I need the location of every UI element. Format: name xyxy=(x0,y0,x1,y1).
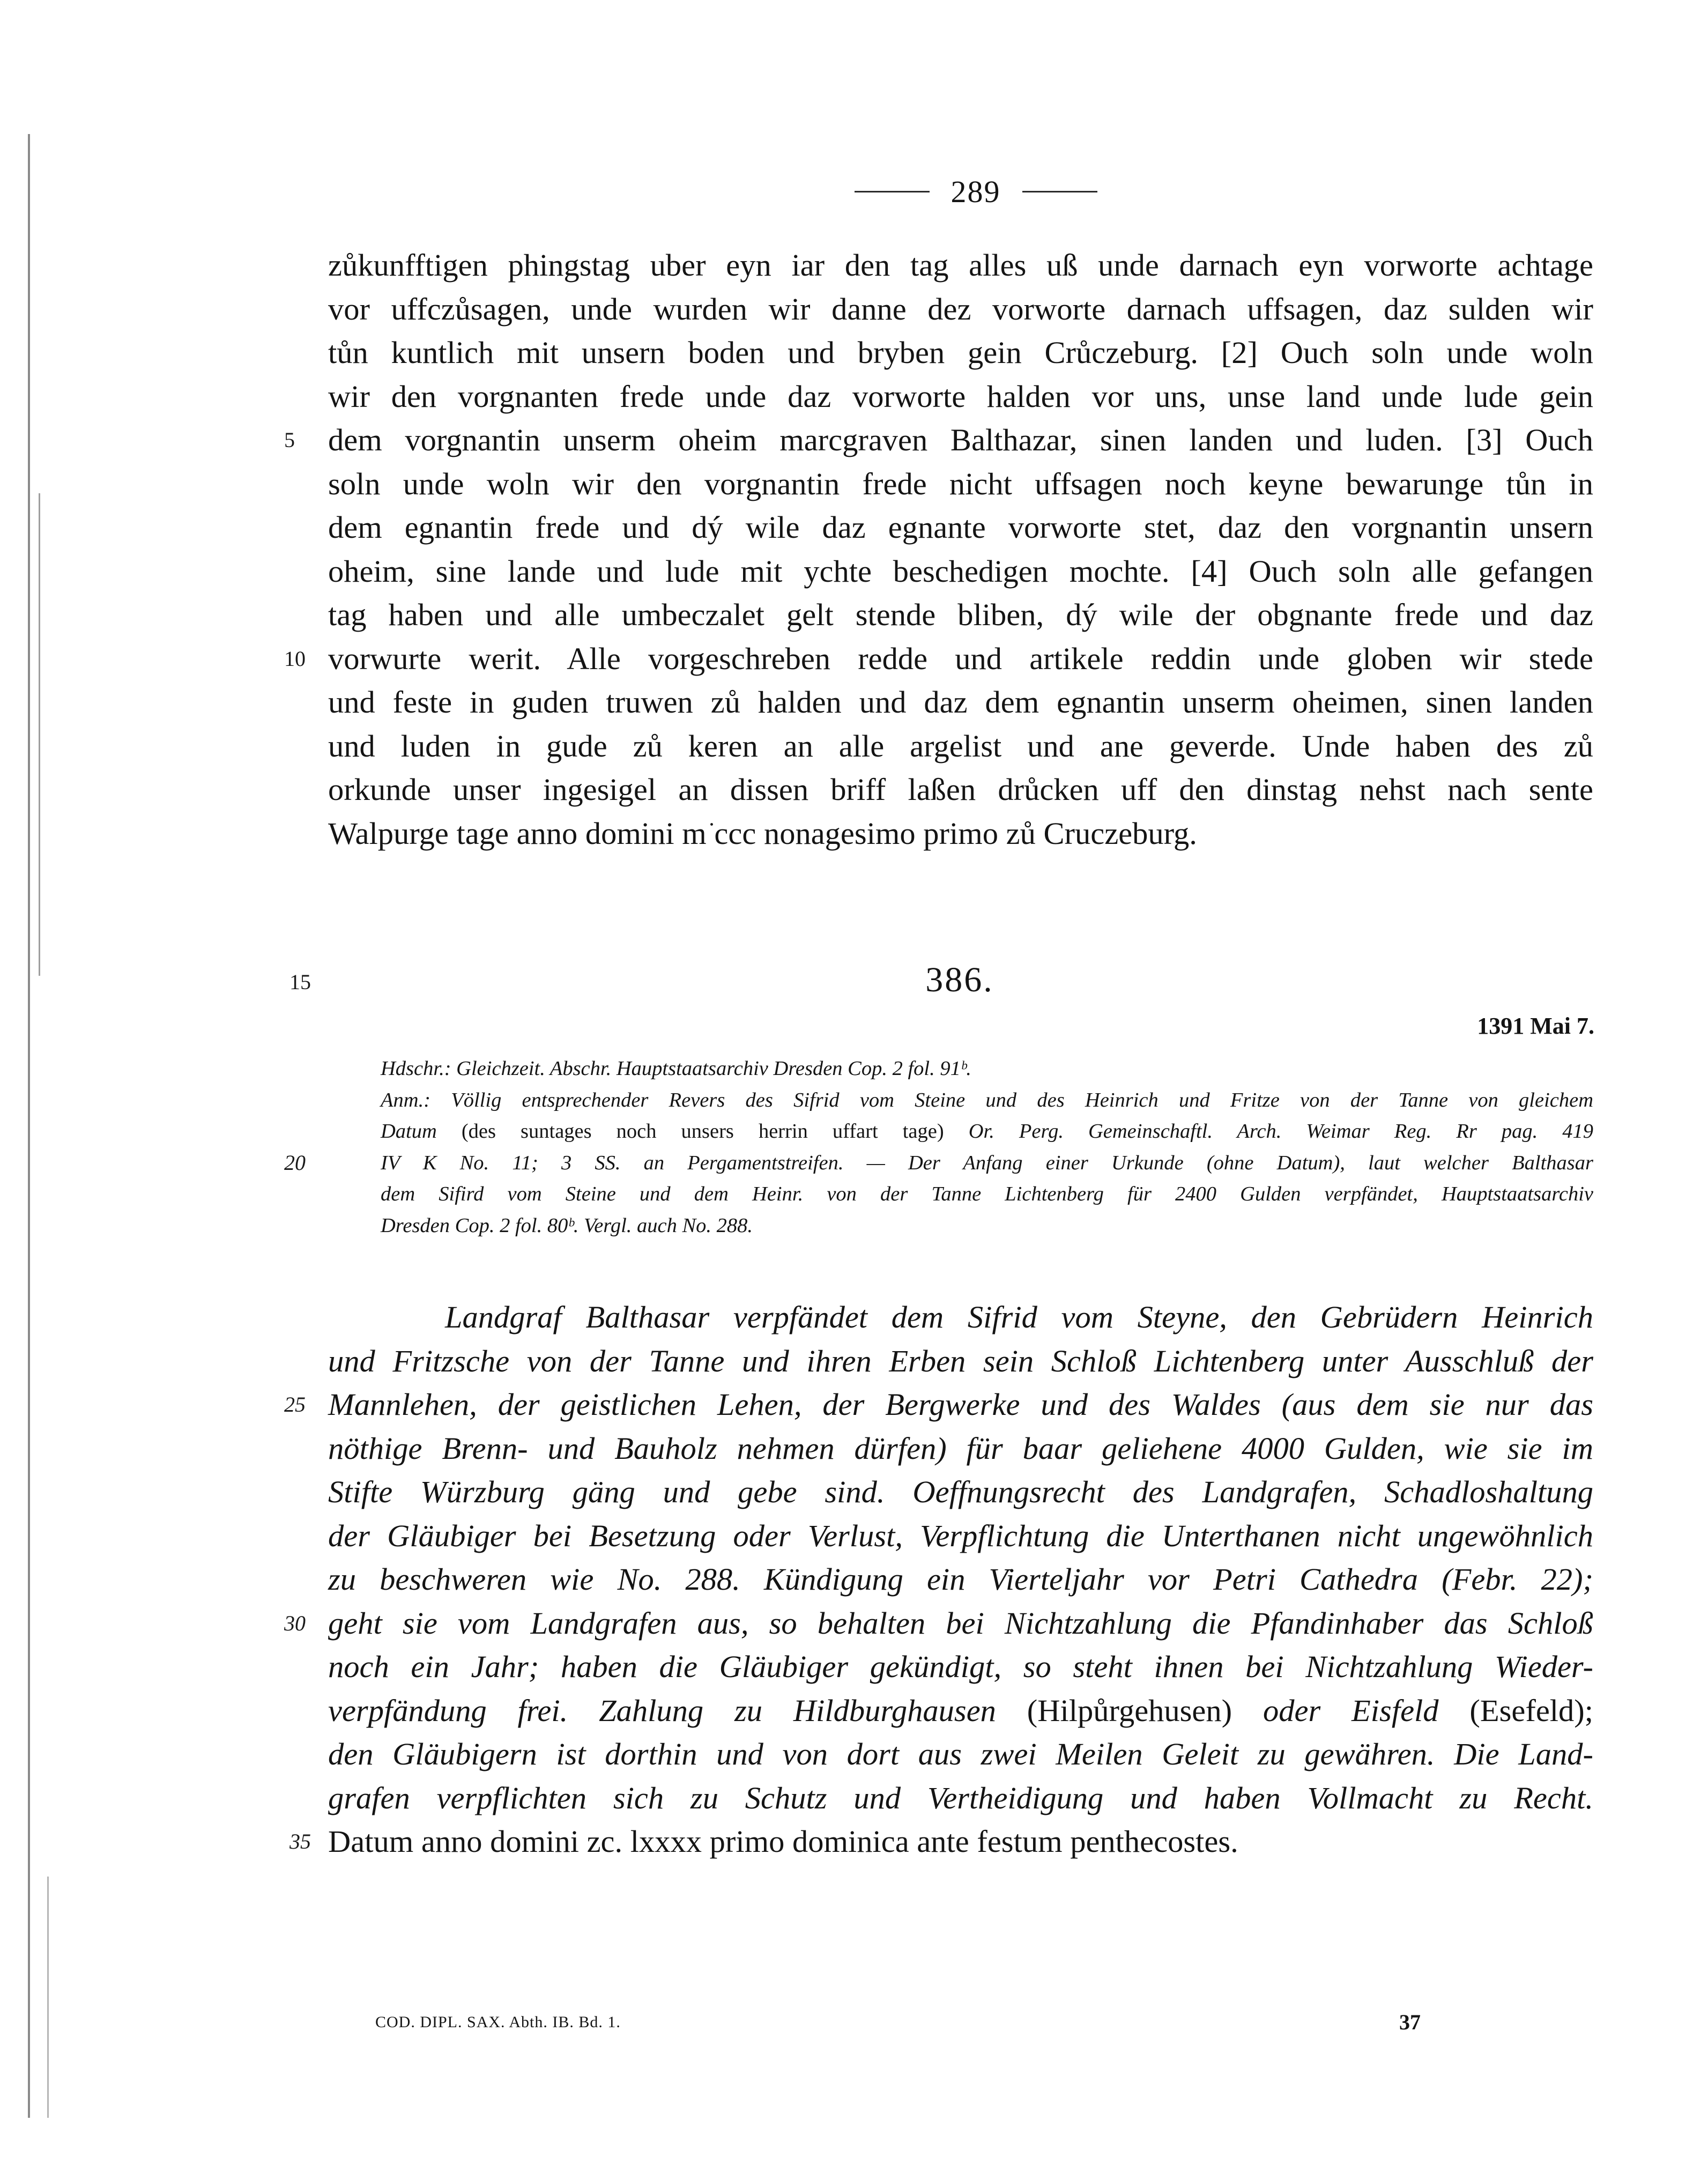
main_text-line xyxy=(328,812,1593,855)
document-date: 1391 Mai 7. xyxy=(1477,1013,1594,1039)
regest-line xyxy=(328,1514,1593,1558)
regest-line-text: Stifte Würzburg gäng und gebe sind. Oeffnungsrecht des Landgrafen, Schadloshaltung xyxy=(328,1474,1593,1509)
main_text-line xyxy=(328,550,1593,593)
main_text-line-text: zůkunfftigen phingstag uber eyn iar den tag alles uß unde darnach eyn vorworte achtage xyxy=(328,248,1593,283)
notes-line xyxy=(381,1116,1593,1147)
main_text-line-text: orkunde unser ingesigel an dissen briff laßen drůcken uff den dinstag nehst nach sente xyxy=(328,772,1593,807)
notes-line xyxy=(381,1053,1593,1084)
line-number: 20 xyxy=(284,1150,306,1175)
regest-line-text: Mannlehen, der geistlichen Lehen, der Bergwerke und des Waldes (aus dem sie nur das xyxy=(328,1387,1593,1422)
regest-line-text: grafen verpflichten sich zu Schutz und Vertheidigung und haben Vollmacht zu Recht. xyxy=(328,1780,1593,1815)
regest-line-text: zu beschweren wie No. 288. Kündigung ein Vierteljahr vor Petri Cathedra (Febr. 22); xyxy=(328,1562,1593,1597)
regest-line-text: Landgraf Balthasar verpfändet dem Sifrid vom Steyne, den Gebrüdern Heinrich xyxy=(445,1300,1593,1334)
main_text-line xyxy=(328,725,1593,768)
regest-line-text: noch ein Jahr; haben die Gläubiger gekündigt, so steht ihnen bei Nichtzahlung Wieder- xyxy=(328,1649,1593,1684)
notes-line-text: Hdschr.: Gleichzeit. Abschr. Hauptstaatsarchiv Dresden Cop. 2 fol. 91ᵇ. xyxy=(381,1057,971,1080)
scan-margin-rule xyxy=(39,493,40,976)
regest-line-mid: oder Eisfeld xyxy=(1263,1693,1439,1728)
footer-signature: COD. DIPL. SAX. Abth. IB. Bd. 1. xyxy=(375,2013,621,2031)
regest-line-text: nöthige Brenn- und Bauholz nehmen dürfen) für baar geliehene 4000 Gulden, wie sie im xyxy=(328,1430,1593,1466)
header-rule-left xyxy=(855,191,930,192)
regest-line xyxy=(328,1732,1593,1776)
document-number: 386. xyxy=(925,960,994,999)
footer-sheet-number: 37 xyxy=(1399,2010,1421,2034)
regest-line xyxy=(328,1470,1593,1514)
line-number: 35 xyxy=(289,1829,311,1853)
header-rule-right xyxy=(1022,191,1097,192)
main_text-line-text: vor uffczůsagen, unde wurden wir danne dez vorworte darnach uffsagen, daz sulden wir xyxy=(328,291,1593,327)
main_text-line xyxy=(328,375,1593,418)
notes-line-text: Datum xyxy=(381,1120,437,1143)
notes-line xyxy=(381,1210,1593,1241)
regest-line-text: verpfändung frei. Zahlung zu Hildburghausen xyxy=(328,1693,996,1728)
notes-line-text: Anm.: Völlig entsprechender Revers des Sifrid vom Steine und des Heinrich und Fritze von der Tanne von gleichem xyxy=(381,1088,1593,1111)
regest-line xyxy=(284,1601,1593,1645)
page-number: 289 xyxy=(950,174,1001,209)
main_text-line-text: und luden in gude zů keren an alle argelist und ane geverde. Unde haben des zů xyxy=(328,728,1593,763)
line-number: 15 xyxy=(289,970,311,994)
main_text-line-text: tůn kuntlich mit unsern boden und bryben gein Crůczeburg. [2] Ouch soln unde woln xyxy=(328,335,1593,370)
notes-line xyxy=(381,1178,1593,1210)
regest-line xyxy=(328,1339,1593,1383)
regest-line-upright: (Hilpůrgehusen) xyxy=(1027,1693,1232,1728)
main_text-line xyxy=(328,681,1593,724)
main_text-line xyxy=(328,768,1593,811)
main_text-line xyxy=(328,506,1593,549)
notes-line xyxy=(284,1147,1593,1178)
regest-line-upright2: (Esefeld); xyxy=(1469,1693,1594,1728)
line-number: 10 xyxy=(284,646,306,671)
notes-line-text: Dresden Cop. 2 fol. 80ᵇ. Vergl. auch No. 288. xyxy=(381,1214,753,1237)
regest-line-text: Datum anno domini zc. lxxxx primo dominica ante festum penthecostes. xyxy=(328,1824,1238,1859)
regest-line-text: und Fritzsche von der Tanne und ihren Erben sein Schloß Lichtenberg unter Ausschluß der xyxy=(328,1343,1593,1378)
main_text-line-text: oheim, sine lande und lude mit ychte beschedigen mochte. [4] Ouch soln alle gefangen xyxy=(328,553,1593,589)
regest-line xyxy=(328,1557,1593,1601)
main_text-line xyxy=(328,244,1593,287)
notes-line-text: IV K No. 11; 3 SS. an Pergamentstreifen. — Der Anfang einer Urkunde (ohne Datum), laut welcher Balthasar xyxy=(381,1151,1593,1174)
regest-line xyxy=(289,1819,1593,1864)
regest-line xyxy=(328,1426,1593,1471)
main_text-line xyxy=(284,419,1593,462)
notes-line-upright: (des suntages noch unsers herrin uffart tage) xyxy=(461,1120,944,1143)
main_text-line-text: dem vorgnantin unserm oheim marcgraven Balthazar, sinen landen und luden. [3] Ouch xyxy=(328,422,1593,457)
main_text-line xyxy=(328,331,1593,374)
line-number: 25 xyxy=(284,1392,306,1417)
main_text-line xyxy=(328,463,1593,506)
notes-line xyxy=(381,1085,1593,1116)
regest-line xyxy=(328,1295,1593,1339)
main_text-line xyxy=(284,637,1593,680)
regest-line xyxy=(328,1688,1593,1733)
main_text-line-text: soln unde woln wir den vorgnantin frede nicht uffsagen noch keyne bewarunge tůn in xyxy=(328,466,1593,501)
main_text-line-text: wir den vorgnanten frede unde daz vorworte halden vor uns, unse land unde lude gein xyxy=(328,379,1593,414)
line-number: 5 xyxy=(284,428,295,452)
notes-line-tail: Or. Perg. Gemeinschaftl. Arch. Weimar Reg. Rr pag. 419 xyxy=(968,1120,1594,1143)
main_text-line-text: vorwurte werit. Alle vorgeschreben redde und artikele reddin unde globen wir stede xyxy=(328,641,1593,676)
regest-line xyxy=(328,1644,1593,1689)
main_text-line xyxy=(328,594,1593,636)
regest-line-text: den Gläubigern ist dorthin und von dort aus zwei Meilen Geleit zu gewähren. Die Land- xyxy=(328,1737,1593,1771)
regest-line xyxy=(284,1382,1593,1427)
scan-margin-rule xyxy=(47,1877,49,2118)
main_text-line xyxy=(328,288,1593,331)
regest-line xyxy=(328,1776,1593,1820)
scan-margin-rule xyxy=(28,134,30,2118)
main_text-line-text: dem egnantin frede und dý wile daz egnante vorworte stet, daz den vorgnantin unsern xyxy=(328,510,1593,545)
line-number: 30 xyxy=(284,1611,306,1635)
regest-line-text: der Gläubiger bei Besetzung oder Verlust, Verpflichtung die Unterthanen nicht ungewöhnlich xyxy=(328,1518,1593,1553)
main_text-line-text: Walpurge tage anno domini m͘ ccc nonagesimo primo zů Cruczeburg. xyxy=(328,815,1197,851)
regest-line-text: geht sie vom Landgrafen aus, so behalten bei Nichtzahlung die Pfandinhaber das Schloß xyxy=(328,1605,1593,1641)
main_text-line-text: tag haben und alle umbeczalet gelt stende bliben, dý wile der obgnante frede und daz xyxy=(328,597,1593,632)
page-header xyxy=(815,173,1137,210)
notes-line-text: dem Sifird vom Steine und dem Heinr. von der Tanne Lichtenberg für 2400 Gulden verpfändet, Hauptstaatsarchiv xyxy=(381,1183,1593,1205)
main_text-line-text: und feste in guden truwen zů halden und daz dem egnantin unserm oheimen, sinen landen xyxy=(328,685,1593,720)
